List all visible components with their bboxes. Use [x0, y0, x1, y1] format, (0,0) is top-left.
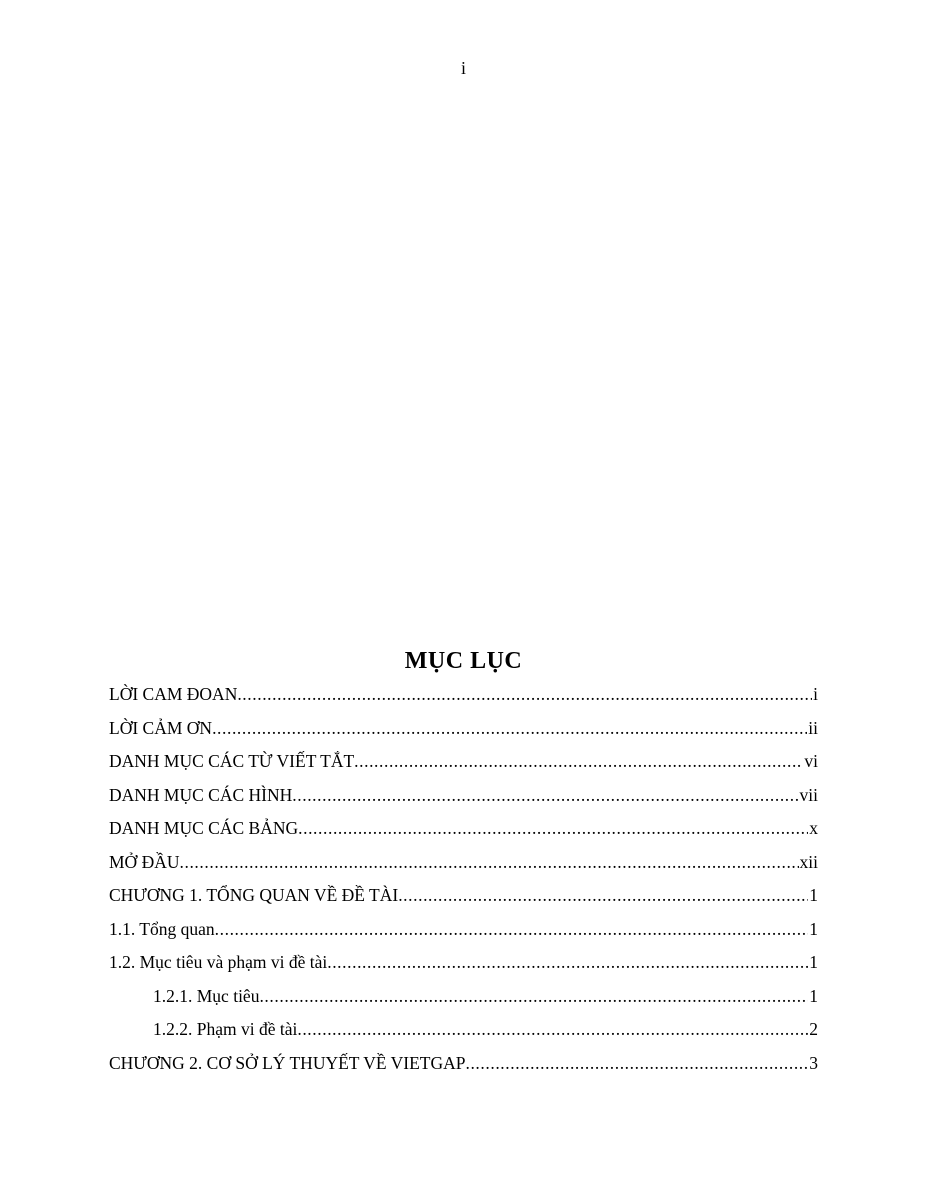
toc-entry[interactable]: [109, 1013, 818, 1047]
toc-entry-page: 1: [809, 985, 818, 1006]
toc-entry-page: vii: [799, 784, 818, 805]
toc-dot-leader: [259, 980, 808, 1014]
toc-dot-leader: [237, 678, 812, 712]
toc-entry[interactable]: [109, 779, 818, 813]
toc-dot-leader: [354, 745, 803, 779]
toc-dot-leader: [465, 1047, 808, 1081]
toc-dot-leader: [292, 779, 798, 813]
toc-entry-page: 2: [809, 1019, 818, 1039]
toc-entry[interactable]: [109, 980, 818, 1014]
toc-entry-page: xii: [799, 851, 818, 872]
toc-entry[interactable]: [109, 846, 818, 880]
toc-dot-leader: [398, 879, 808, 913]
toc-title: MỤC LỤC: [404, 648, 523, 674]
toc-entry[interactable]: [109, 913, 818, 947]
toc-dot-leader: [215, 913, 809, 947]
toc-entry[interactable]: [109, 745, 818, 779]
toc-entry-page: 1: [809, 952, 818, 972]
toc-entry-label: 1.2. Mục tiêu và phạm vi đề tài: [109, 952, 328, 972]
toc-entry-label: CHƯƠNG 2. CƠ SỞ LÝ THUYẾT VỀ VIETGAP: [109, 1052, 466, 1073]
toc-entry-page: 1: [809, 918, 818, 939]
toc-entry[interactable]: [109, 1047, 818, 1081]
toc-entry[interactable]: [109, 712, 818, 746]
toc-entry-label: CHƯƠNG 1. TỔNG QUAN VỀ ĐỀ TÀI: [109, 885, 399, 905]
toc-entry-label: DANH MỤC CÁC BẢNG: [109, 818, 299, 838]
toc-entry-page: i: [813, 684, 818, 704]
toc-entry-page: 1: [809, 885, 818, 905]
toc-entry[interactable]: [109, 812, 818, 846]
toc-dot-leader: [298, 812, 808, 846]
toc-entry[interactable]: [109, 879, 818, 913]
toc-entry-label: MỞ ĐẦU: [109, 851, 180, 872]
toc-entry[interactable]: [109, 678, 818, 712]
toc-entry[interactable]: [109, 946, 818, 980]
toc-entry-label: 1.2.1. Mục tiêu: [153, 985, 260, 1006]
toc-entry-page: x: [809, 818, 818, 838]
toc-dot-leader: [180, 846, 799, 880]
toc-entry-label: 1.1. Tổng quan: [109, 918, 215, 939]
toc-entry-page: vi: [804, 751, 818, 771]
toc-dot-leader: [212, 712, 807, 746]
toc-entry-page: ii: [808, 717, 818, 738]
toc-dot-leader: [297, 1013, 808, 1047]
table-of-contents: [109, 678, 818, 1080]
toc-entry-label: DANH MỤC CÁC TỪ VIẾT TẮT: [109, 751, 355, 771]
toc-dot-leader: [327, 946, 808, 980]
toc-entry-page: 3: [809, 1052, 818, 1073]
toc-entry-label: LỜI CẢM ƠN: [109, 717, 213, 738]
page-number: i: [460, 58, 466, 78]
toc-entry-label: LỜI CAM ĐOAN: [109, 684, 238, 704]
toc-entry-label: DANH MỤC CÁC HÌNH: [109, 784, 293, 805]
toc-entry-label: 1.2.2. Phạm vi đề tài: [153, 1019, 298, 1039]
